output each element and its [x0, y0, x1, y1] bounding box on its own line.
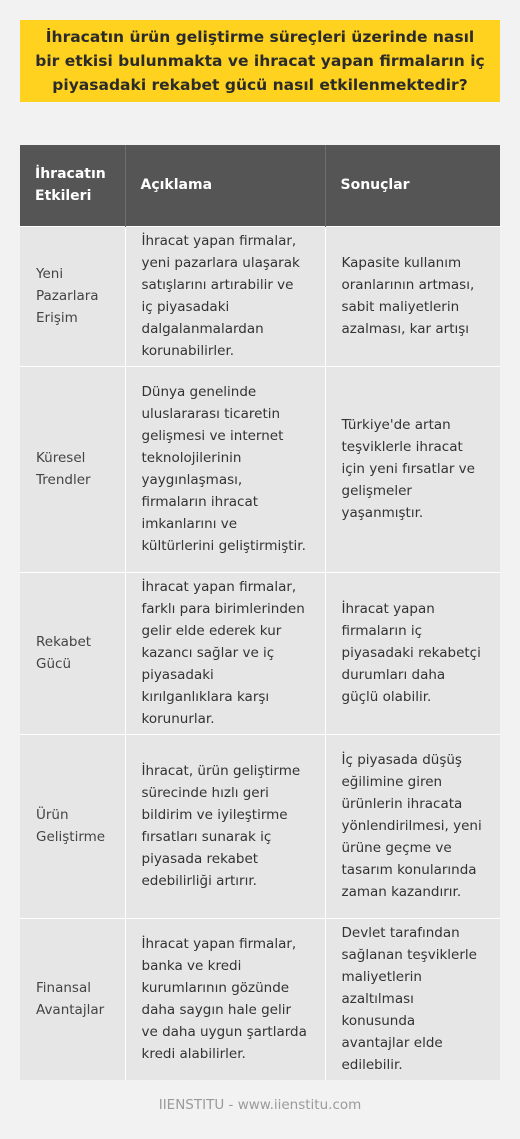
page-title: İhracatın ürün geliştirme süreçleri üzerinde nasıl bir etkisi bulunmakta ve ihracat yapan firmaların iç piyasadaki rekabet gücü nasıl etkilenmektedir? [35, 28, 485, 94]
table-row [20, 572, 500, 734]
header-results: Sonuçlar [325, 145, 500, 226]
table-row [20, 226, 500, 366]
table-row [20, 918, 500, 1080]
row-result: Devlet tarafından sağlanan teşviklerle maliyetlerin azaltılması konusunda avantajlar elde edilebilir. [325, 918, 500, 1080]
footer-credit: IIENSTITU - www.iienstitu.com [158, 1097, 362, 1113]
table-row [20, 366, 500, 572]
row-effect: Yeni Pazarlara Erişim [20, 226, 125, 366]
header-effects: İhracatın Etkileri [20, 145, 125, 226]
row-effect: Finansal Avantajlar [20, 918, 125, 1080]
row-effect: Küresel Trendler [20, 366, 125, 572]
table-header-row [20, 145, 500, 226]
row-result: Kapasite kullanım oranlarının artması, sabit maliyetlerin azalması, kar artışı [325, 226, 500, 366]
title-banner [20, 20, 500, 102]
row-description: İhracat yapan firmalar, banka ve kredi kurumlarının gözünde daha saygın hale gelir ve daha uygun şartlarda kredi alabilirler. [125, 918, 325, 1080]
row-result: Türkiye'de artan teşviklerle ihracat için yeni fırsatlar ve gelişmeler yaşanmıştır. [325, 366, 500, 572]
row-description: İhracat yapan firmalar, farklı para birimlerinden gelir elde ederek kur kazancı sağlar ve iç piyasadaki kırılganlıklara karşı korunurlar. [125, 572, 325, 734]
row-description: İhracat, ürün geliştirme sürecinde hızlı geri bildirim ve iyileştirme fırsatları sunarak iç piyasada rekabet edebilirliği artırır. [125, 734, 325, 918]
row-effect: Ürün Geliştirme [20, 734, 125, 918]
row-result: İhracat yapan firmaların iç piyasadaki rekabetçi durumları daha güçlü olabilir. [325, 572, 500, 734]
row-effect: Rekabet Gücü [20, 572, 125, 734]
header-description: Açıklama [125, 145, 325, 226]
effects-table [20, 145, 500, 1080]
table-row [20, 734, 500, 918]
row-result: İç piyasada düşüş eğilimine giren ürünlerin ihracata yönlendirilmesi, yeni ürüne geçme ve tasarım konularında zaman kazandırır. [325, 734, 500, 918]
row-description: İhracat yapan firmalar, yeni pazarlara ulaşarak satışlarını artırabilir ve iç piyasadaki dalgalanmalardan korunabilirler. [125, 226, 325, 366]
row-description: Dünya genelinde uluslararası ticaretin gelişmesi ve internet teknolojilerinin yaygınlaşması, firmaların ihracat imkanlarını ve kültürlerini geliştirmiştir. [125, 366, 325, 572]
